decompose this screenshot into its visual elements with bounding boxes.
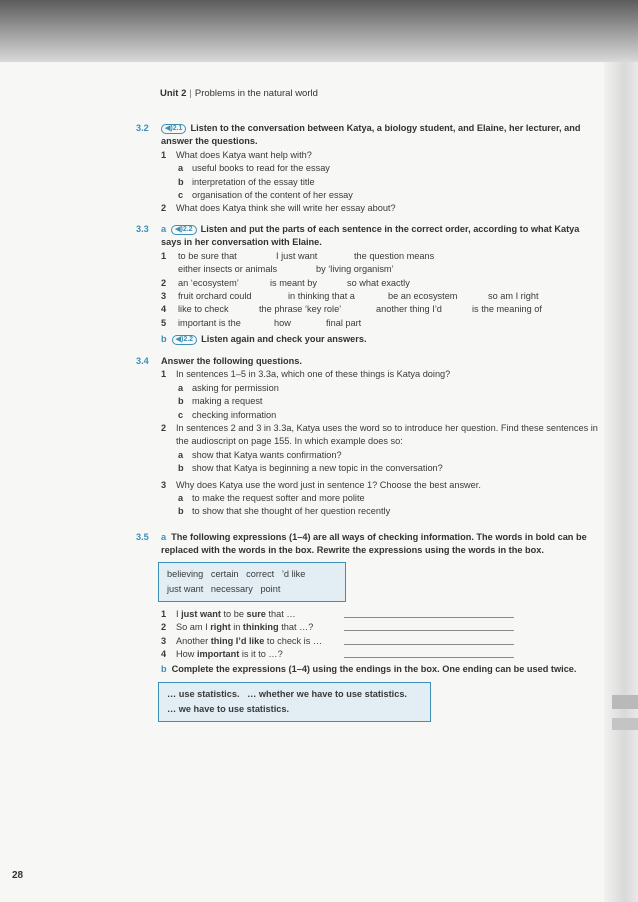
audio-track-icon[interactable]: ◀)2.2 xyxy=(171,225,196,235)
endings-box-line: … we have to use statistics. xyxy=(167,703,290,714)
page-number: 28 xyxy=(12,870,24,881)
endings-box-line: … use statistics. … whether we have to use statistics. xyxy=(167,688,407,699)
word-box-line: just want necessary point xyxy=(167,583,281,594)
sentence-row-1b: either insects or animals by ‘living organism’ xyxy=(178,264,394,275)
answer-line[interactable] xyxy=(344,608,514,618)
exercise-3-2 xyxy=(136,122,598,216)
option-c: c organisation of the content of her essay xyxy=(178,190,353,201)
exercise-instruction-b: b Complete the expressions (1–4) using the endings in the box. One ending can be used twice. xyxy=(161,664,577,675)
answer-line[interactable] xyxy=(344,621,514,631)
question-2: 2 What does Katya think she will write her essay about? xyxy=(161,203,396,214)
adjacent-page-tab xyxy=(612,718,638,730)
exercise-3-5 xyxy=(136,531,598,722)
sentence-row-2: 2 an ‘ecosystem’ is meant by so what exactly xyxy=(161,277,410,288)
exercise-number: 3.2 xyxy=(136,123,149,133)
sentence-row-3: 3 fruit orchard could in thinking that a be an ecosystem so am I right xyxy=(161,290,539,301)
unit-title: Problems in the natural world xyxy=(194,88,318,99)
exercise-3-3 xyxy=(136,223,598,347)
option-b: b interpretation of the essay title xyxy=(178,176,315,187)
answer-line[interactable] xyxy=(344,635,514,645)
expression-item-3: 3 Another thing I’d like to check is … xyxy=(136,635,598,648)
word-box xyxy=(158,562,346,602)
exercise-instruction: ◀)2.1 Listen to the conversation between Katya, a biology student, and Elaine, her lecturer, and answer the questions. xyxy=(161,123,581,147)
sentence-row-5: 5 important is the how final part xyxy=(161,317,362,328)
audio-track-icon[interactable]: ◀)2.2 xyxy=(172,335,197,345)
option-b: b making a request xyxy=(178,396,263,407)
audio-track-icon[interactable]: ◀)2.1 xyxy=(161,124,186,134)
word-box-line: believing certain correct ’d like xyxy=(167,568,306,579)
page-gutter xyxy=(604,62,638,902)
answer-line[interactable] xyxy=(344,648,514,658)
unit-label: Unit 2 xyxy=(160,88,187,99)
endings-box xyxy=(158,682,431,722)
exercise-instruction-b: b ◀)2.2 Listen again and check your answers. xyxy=(161,334,367,345)
exercise-instruction-a: a ◀)2.2 Listen and put the parts of each sentence in the correct order, according to what Katya says in her conversation with Elaine. xyxy=(161,224,580,248)
exercise-3-4 xyxy=(136,355,598,519)
sentence-row-1: 1 to be sure that I just want the question means xyxy=(161,250,435,261)
option-a: a useful books to read for the essay xyxy=(178,163,330,174)
option-a: a to make the request softer and more polite xyxy=(178,493,365,504)
question-2: 2 In sentences 2 and 3 in 3.3a, Katya uses the word so to introduce her question. Find these sentences in the audioscript on page 155. In which example does so: xyxy=(161,423,598,447)
sentence-row-4: 4 like to check the phrase ‘key role’ another thing I’d is the meaning of xyxy=(161,304,542,315)
expression-item-4: 4 How important is it to …? xyxy=(136,648,598,661)
exercise-instruction: Answer the following questions. xyxy=(161,356,302,366)
question-1: 1 In sentences 1–5 in 3.3a, which one of these things is Katya doing? xyxy=(161,369,451,380)
exercise-number: 3.5 xyxy=(136,532,149,542)
question-1: 1 What does Katya want help with? xyxy=(161,149,312,160)
exercise-number: 3.4 xyxy=(136,356,149,366)
expression-item-1: 1 I just want to be sure that … xyxy=(136,608,598,621)
exercise-instruction-a: a The following expressions (1–4) are all ways of checking information. The words in bold can be replaced with the words in the box. Rewrite the expressions using the words in the box. xyxy=(161,532,587,556)
adjacent-page-tab xyxy=(612,695,638,709)
scan-top-shadow xyxy=(0,0,638,62)
expression-item-2: 2 So am I right in thinking that …? xyxy=(136,621,598,634)
option-b: b show that Katya is beginning a new topic in the conversation? xyxy=(178,463,443,474)
running-header: Unit 2 | Problems in the natural world xyxy=(160,88,318,99)
option-b: b to show that she thought of her question recently xyxy=(178,506,391,517)
option-c: c checking information xyxy=(178,409,277,420)
question-3: 3 Why does Katya use the word just in sentence 1? Choose the best answer. xyxy=(161,479,481,490)
option-a: a asking for permission xyxy=(178,382,279,393)
option-a: a show that Katya wants confirmation? xyxy=(178,449,342,460)
exercise-number: 3.3 xyxy=(136,224,149,234)
